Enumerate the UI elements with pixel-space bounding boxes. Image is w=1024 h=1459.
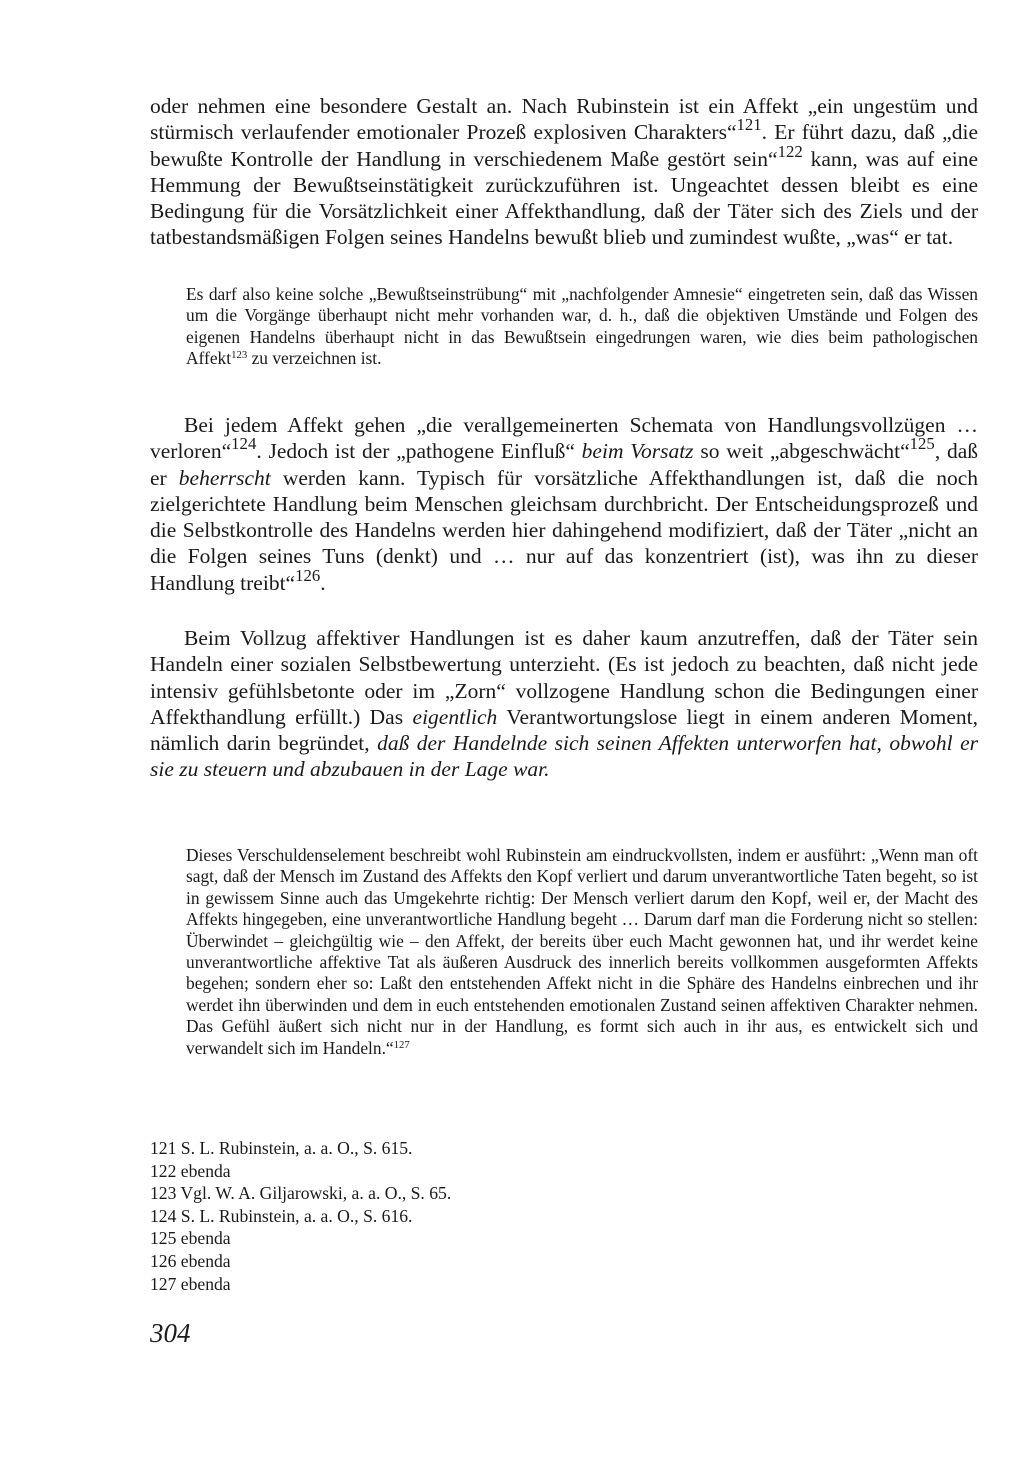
text-run: so weit „abgeschwächt“ [693,439,910,464]
footnote-ref-123: 123 [231,349,248,362]
emphasis-text: beherrscht [178,465,271,490]
text-run: Es darf also keine solche „Bewußtseinstrübung“ mit „nachfolgender Amnesie“ eingetreten sein, daß das Wissen um die Vorgänge überhaupt nicht mehr vorhanden war, d. h., daß die objektiven Umstände und Folgen des eigenen Handelns überhaupt nicht in das Bewußtsein eingedrungen waren, wie dies beim pathologischen Affekt [186,284,978,369]
footnote: 126 ebenda [150,1250,231,1271]
emphasis-text: daß der Handelnde sich seinen Affekten unterworfen hat, obwohl er sie zu steuern und abzubauen in der Lage war. [150,731,978,782]
page-number: 304 [150,1318,191,1348]
footnote: 125 ebenda [150,1228,231,1249]
footnote: 121 S. L. Rubinstein, a. a. O., S. 615. [150,1138,413,1158]
text-run: . [320,570,326,595]
paragraph-2 [150,412,978,596]
text-run: werden kann. Typisch für vorsätzliche Affekthandlungen ist, daß die noch zielgerichtete Handlung beim Menschen gleichsam durchbricht. Der Entscheidungsprozeß und die Selbstkontrolle des Handelns werden hier dahingehend modifiziert, daß der Täter „nicht an die Folgen seines Tuns (denkt) und … nur auf das konzentriert (ist), was ihn zu dieser Handlung treibt“ [150,465,979,595]
footnote: 124 S. L. Rubinstein, a. a. O., S. 616. [150,1205,413,1226]
text-run: . Jedoch ist der „pathogene Einfluß“ [256,439,582,464]
text-run: . Er führt dazu, daß „die bewußte Kontrolle der Handlung in verschiedenem Maße gestört sein“ [150,120,978,171]
footnotes-list [150,1137,650,1295]
text-run: Bei jedem Affekt gehen „die verallgemeinerten Schemata von Handlungsvollzügen … verloren“ [150,413,978,464]
footnote: 123 Vgl. W. A. Giljarowski, a. a. O., S. 65. [150,1183,452,1204]
footnote-ref-125: 125 [909,434,935,454]
text-run: Verantwortungslose liegt in einem anderen Moment, nämlich darin begründet, [150,704,978,756]
footnote: 127 ebenda [150,1273,231,1294]
footnote-ref-126: 126 [295,565,321,585]
footnote-ref-122: 122 [777,141,803,161]
footnote-ref-127: 127 [393,1038,410,1051]
emphasis-text: eigentlich [412,704,498,729]
footnote-ref-121: 121 [736,115,762,135]
footnote-ref-124: 124 [231,434,257,454]
text-run: zu verzeichnen ist. [247,348,382,369]
emphasis-text: beim Vorsatz [581,439,694,464]
text-run: Beim Vollzug affektiver Handlungen ist es daher kaum anzutreffen, daß der Täter sein Handeln einer sozialen Selbstbewertung unterzieht. (Es ist jedoch zu beachten, daß nicht jede intensiv gefühlsbetonte oder im „Zorn“ vollzogene Handlung schon die Bedingungen einer Affekthandlung erfüllt.) Das [150,626,978,729]
block-quote-2 [186,845,978,1059]
text-run: oder nehmen eine besondere Gestalt an. Nach Rubinstein ist ein Affekt „ein ungestüm und stürmisch verlaufender emotionaler Prozeß explosiven Charakters“ [150,94,978,145]
footnote: 122 ebenda [150,1160,231,1181]
text-run: , daß er [150,439,978,490]
block-quote-1 [186,284,978,370]
paragraph-1 [150,93,978,251]
text-run: kann, was auf eine Hemmung der Bewußtseinstätigkeit zurückzuführen ist. Ungeachtet dessen bleibt es eine Bedingung für die Vorsätzlichkeit einer Affekthandlung, daß der Täter sich des Ziels und der tatbestandsmäßigen Folgen seines Handelns bewußt blieb und zumindest wußte, „was“ er tat. [150,146,978,250]
paragraph-3 [150,625,978,783]
text-run: Dieses Verschuldenselement beschreibt wohl Rubinstein am eindruckvollsten, indem er ausführt: „Wenn man oft sagt, daß der Mensch im Zustand des Affekts den Kopf verliert und darum unverantwortliche Taten begeht, so ist in gewissem Sinne auch das Umgekehrte richtig: Der Mensch verliert darum den Kopf, weil er, der Macht des Affekts hingegeben, eine unverantwortliche Handlung begeht … Darum darf man die Forderung nicht so stellen: Überwindet – gleichgültig wie – den Affekt, der bereits über euch Macht gewonnen hat, und ihr werdet keine unverantwortliche affektive Tat als äußeren Ausdruck des innerlich bereits vollkommen ausgeformten Affekts begehen; sondern eher so: Laßt den entstehenden Affekt nicht in die Sphäre des Handelns einbrechen und ihr werdet ihn überwinden und dem in euch entstehenden emotionalen Zustand seinen affektiven Charakter nehmen. Das Gefühl äußert sich nicht nur in der Handlung, es formt sich auch in ihr aus, es entwickelt sich und verwandelt sich im Handeln.“ [186,845,978,1058]
